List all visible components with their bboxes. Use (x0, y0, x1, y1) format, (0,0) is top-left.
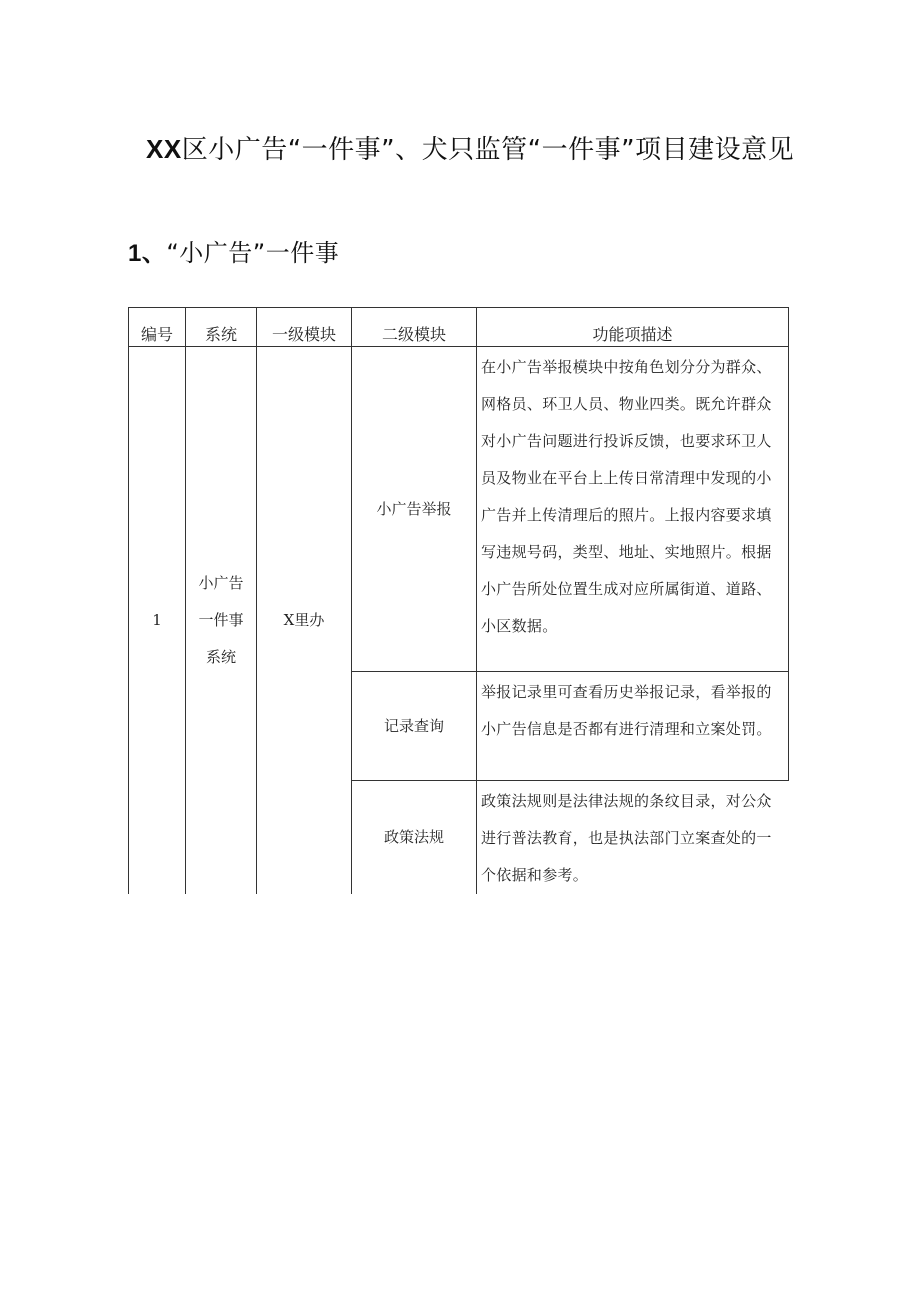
cell-description: 在小广告举报模块中按角色划分分为群众、网格员、环卫人员、物业四类。既允许群众对小广告问题进行投诉反馈，也要求环卫人员及物业在平台上上传日常清理中发现的小广告并上传清理后的照片。上报内容要求填写违规号码，类型、地址、实地照片。根据小广告所处位置生成对应所属街道、道路、小区数据。 (477, 347, 789, 672)
section-title: “小广告”一件事 (166, 239, 340, 267)
table-row (129, 347, 789, 672)
cell-level2-module: 小广告举报 (352, 347, 477, 672)
cell-level2-module: 记录查询 (352, 672, 477, 781)
header-level1-module: 一级模块 (257, 308, 352, 347)
document-title (128, 130, 798, 169)
system-name-line: 一件事 (198, 611, 244, 629)
header-number: 编号 (129, 308, 186, 347)
section-heading (128, 234, 339, 273)
function-table (128, 307, 789, 894)
cell-description: 政策法规则是法律法规的条纹目录，对公众进行普法教育，也是执法部门立案查处的一个依据和参考。 (477, 781, 789, 895)
cell-description: 举报记录里可查看历史举报记录，看举报的小广告信息是否都有进行清理和立案处罚。 (477, 672, 789, 781)
cell-row-number: 1 (129, 347, 186, 895)
header-description: 功能项描述 (477, 308, 789, 347)
system-name-line: 系统 (205, 648, 236, 666)
section-number: 1、 (128, 240, 167, 267)
system-name-line: 小广告 (198, 574, 244, 592)
cell-system-name (186, 347, 257, 895)
header-system: 系统 (186, 308, 257, 347)
cell-level1-module: X里办 (257, 347, 352, 895)
title-prefix: XX (146, 134, 182, 164)
table-header-row (129, 308, 789, 347)
header-level2-module: 二级模块 (352, 308, 477, 347)
title-text: 区小广告“一件事”、犬只监管“一件事”项目建设意见 (181, 135, 795, 165)
cell-level2-module: 政策法规 (352, 781, 477, 895)
